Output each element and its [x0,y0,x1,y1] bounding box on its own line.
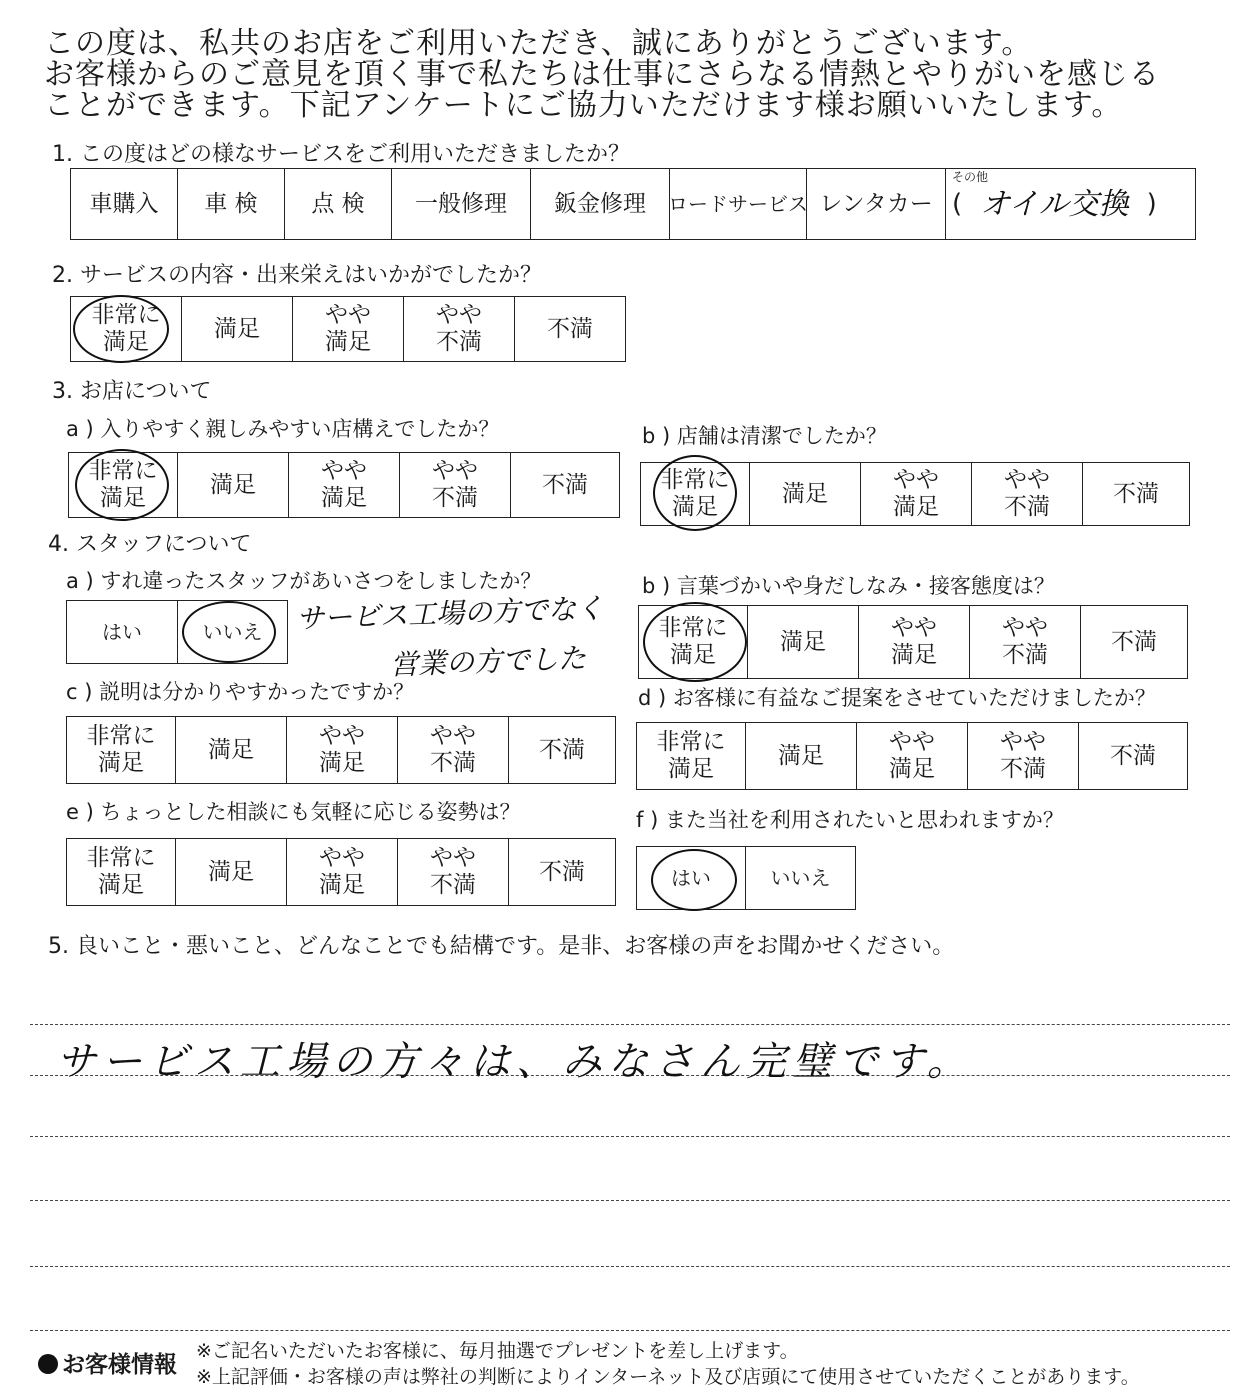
q4e-option-very-satisfied[interactable] [67,839,176,905]
q3a-option-somewhat-satisfied[interactable] [289,453,400,517]
option-label: 不満 [1002,642,1048,668]
q4b-option-satisfied[interactable] [748,606,859,678]
option-label: やや [430,845,476,871]
q1-options [70,168,1196,240]
q3b-option-dissatisfied[interactable] [1083,463,1189,525]
answer-line [30,1266,1230,1267]
q4e-option-somewhat-satisfied[interactable] [287,839,398,905]
q4a-handwritten-comment: サービス工場の方でなく [295,591,605,636]
option-label: 非常に [86,723,156,749]
option-label: やや [430,723,476,749]
answer-line [30,1024,1230,1025]
q1-title: 1. この度はどの様なサービスをご利用いただきましたか？ [52,142,630,167]
option-label: 不満 [436,329,482,355]
q2-option-dissatisfied[interactable] [515,297,625,361]
option-label: 不満 [539,736,585,763]
q4c-option-dissatisfied[interactable] [509,717,615,783]
q3b-option-somewhat-dissatisfied[interactable] [972,463,1083,525]
option-label: 満足 [208,858,254,885]
q1-option[interactable]: 車 検 [178,169,285,239]
q4b-option-dissatisfied[interactable] [1081,606,1187,678]
q4b-options [638,605,1188,679]
option-label: やや [325,302,371,328]
q3b-option-somewhat-satisfied[interactable] [861,463,972,525]
intro-line: ことができます。下記アンケートにご協力いただけます様お願いいたします。 [44,88,1123,123]
option-label: 満足 [319,750,365,776]
option-label: 非常に [658,615,728,641]
option-label: 非常に [656,729,726,755]
q3a-option-satisfied[interactable] [178,453,289,517]
q4c-option-somewhat-dissatisfied[interactable] [398,717,509,783]
q2-option-somewhat-satisfied[interactable] [293,297,404,361]
q3b-option-very-satisfied[interactable] [641,463,750,525]
q4c-option-satisfied[interactable] [176,717,287,783]
option-label: 満足 [321,485,367,511]
option-label: 満足 [103,329,149,355]
answer-line [30,1200,1230,1201]
q4-title: 4. スタッフについて [48,532,252,557]
option-label: 満足 [98,872,144,898]
option-label: やや [1000,729,1046,755]
option-label: 不満 [1111,628,1157,655]
q1-option[interactable]: 鈑金修理 [531,169,670,239]
q4b-title: b ) 言葉づかいや身だしなみ・接客態度は？ [642,574,1055,598]
q1-option[interactable]: 一般修理 [392,169,531,239]
option-label: やや [893,467,939,493]
option-label: 満足 [672,494,718,520]
option-label: 満足 [893,494,939,520]
option-label: やや [436,302,482,328]
footer-note: ※上記評価・お客様の声は弊社の判断によりインターネット及び店頭にて使用させていただくことがあります。 [196,1366,1140,1388]
option-label: 不満 [430,750,476,776]
q4e-option-dissatisfied[interactable] [509,839,615,905]
q2-option-very-satisfied[interactable] [71,297,182,361]
option-label: いいえ [202,619,263,644]
q1-option[interactable]: レンタカー [807,169,946,239]
q1-option[interactable]: 点 検 [285,169,392,239]
option-label: やや [319,723,365,749]
option-label: 満足 [778,742,824,769]
option-label: やや [1002,615,1048,641]
q1-other-cell[interactable] [946,169,1195,239]
option-label: やや [889,729,935,755]
option-label: 満足 [782,480,828,507]
option-label: 満足 [214,315,260,342]
option-label: 不満 [432,485,478,511]
option-label: やや [321,458,367,484]
q4a-option-no[interactable] [178,601,287,663]
answer-line [30,1136,1230,1137]
option-label: 非常に [88,458,158,484]
option-label: 満足 [210,471,256,498]
option-label: 不満 [1110,742,1156,769]
q3a-options [68,452,620,518]
option-label: 不満 [542,471,588,498]
q4d-title: d ) お客様に有益なご提案をさせていただけましたか？ [638,686,1156,710]
q5-handwritten-answer: サービス工場の方々は、みなさん完璧です。 [56,1039,973,1085]
option-label: やや [1004,467,1050,493]
option-label: 満足 [670,642,716,668]
q3b-options [640,462,1190,526]
option-label: 非常に [660,467,730,493]
q3b-option-satisfied[interactable] [750,463,861,525]
q4a-title: a ) すれ違ったスタッフがあいさつをしましたか？ [66,569,542,593]
option-label: 不満 [1113,480,1159,507]
q2-title: 2. サービスの内容・出来栄えはいかがでしたか？ [52,263,542,288]
option-label: やや [319,845,365,871]
q1-option[interactable]: 車購入 [71,169,178,239]
q3a-option-dissatisfied[interactable] [511,453,619,517]
intro-text [44,28,1244,121]
q3-title: 3. お店について [52,379,212,404]
q4a-option-yes[interactable]: はい [67,601,178,663]
option-label: 満足 [668,756,714,782]
option-label: 満足 [98,750,144,776]
q4d-option-somewhat-satisfied[interactable] [857,723,968,789]
option-label: 満足 [100,485,146,511]
option-label: 満足 [325,329,371,355]
q4d-option-dissatisfied[interactable] [1079,723,1187,789]
q5-title: 5. 良いこと・悪いこと、どんなことでも結構です。是非、お客様の声をお聞かせください。 [48,934,955,959]
q4b-option-very-satisfied[interactable] [639,606,748,678]
footer-note: ※ご記名いただいたお客様に、毎月抽選でプレゼントを差し上げます。 [196,1340,799,1362]
option-label: 非常に [91,302,161,328]
q1-other-close-paren: ) [1146,188,1157,219]
q4d-option-satisfied[interactable] [746,723,857,789]
q2-option-satisfied[interactable] [182,297,293,361]
q2-option-somewhat-dissatisfied[interactable] [404,297,515,361]
q4c-title: c ) 説明は分かりやすかったですか？ [66,680,415,704]
answer-line [30,1330,1230,1331]
q3b-title: b ) 店舗は清潔でしたか？ [642,424,887,448]
q4f-title: f ) また当社を利用されたいと思われますか？ [636,808,1064,832]
q4e-option-somewhat-dissatisfied[interactable] [398,839,509,905]
option-label: 非常に [86,845,156,871]
q4d-options [636,722,1188,790]
q4c-options [66,716,616,784]
option-label: 不満 [430,872,476,898]
option-label: 満足 [891,642,937,668]
option-label: 不満 [547,315,593,342]
q3a-title: a ) 入りやすく親しみやすい店構えでしたか？ [66,417,500,441]
option-label: 満足 [208,736,254,763]
q3a-option-somewhat-dissatisfied[interactable] [400,453,511,517]
q4a-handwritten-comment: 営業の方でした [389,641,587,682]
bullet-icon [38,1354,58,1374]
option-label: 不満 [539,858,585,885]
option-label: 不満 [1000,756,1046,782]
customer-info-title: お客様情報 [62,1352,177,1378]
q4b-option-somewhat-satisfied[interactable] [859,606,970,678]
q4f-option-no[interactable]: いいえ [770,865,831,890]
q4d-option-somewhat-dissatisfied[interactable] [968,723,1079,789]
q4f-options [636,846,856,910]
q1-other-open-paren: ( [952,188,963,219]
q2-options [70,296,626,362]
option-label: 満足 [319,872,365,898]
option-label: やや [432,458,478,484]
q1-other-label: その他 [952,170,989,184]
q4c-option-very-satisfied[interactable] [67,717,176,783]
option-label: 満足 [889,756,935,782]
q4b-option-somewhat-dissatisfied[interactable] [970,606,1081,678]
intro-line: この度は、私共のお店をご利用いただき、誠にありがとうございます。 [44,26,1033,61]
q4a-options [66,600,288,664]
q4e-option-satisfied[interactable] [176,839,287,905]
q4f-option-yes[interactable] [637,847,746,909]
q4e-title: e ) ちょっとした相談にも気軽に応じる姿勢は？ [66,800,521,824]
q1-other-value: オイル交換 [980,186,1129,222]
q3a-option-very-satisfied[interactable] [69,453,178,517]
customer-info-heading [38,1346,177,1379]
q4c-option-somewhat-satisfied[interactable] [287,717,398,783]
intro-line: お客様からのご意見を頂く事で私たちは仕事にさらなる情熱とやりがいを感じる [44,57,1160,92]
q4e-options [66,838,616,906]
q1-option[interactable]: ロードサービス [670,169,807,239]
option-label: 不満 [1004,494,1050,520]
option-label: はい [671,865,711,890]
option-label: やや [891,615,937,641]
option-label: 満足 [780,628,826,655]
q4d-option-very-satisfied[interactable] [637,723,746,789]
